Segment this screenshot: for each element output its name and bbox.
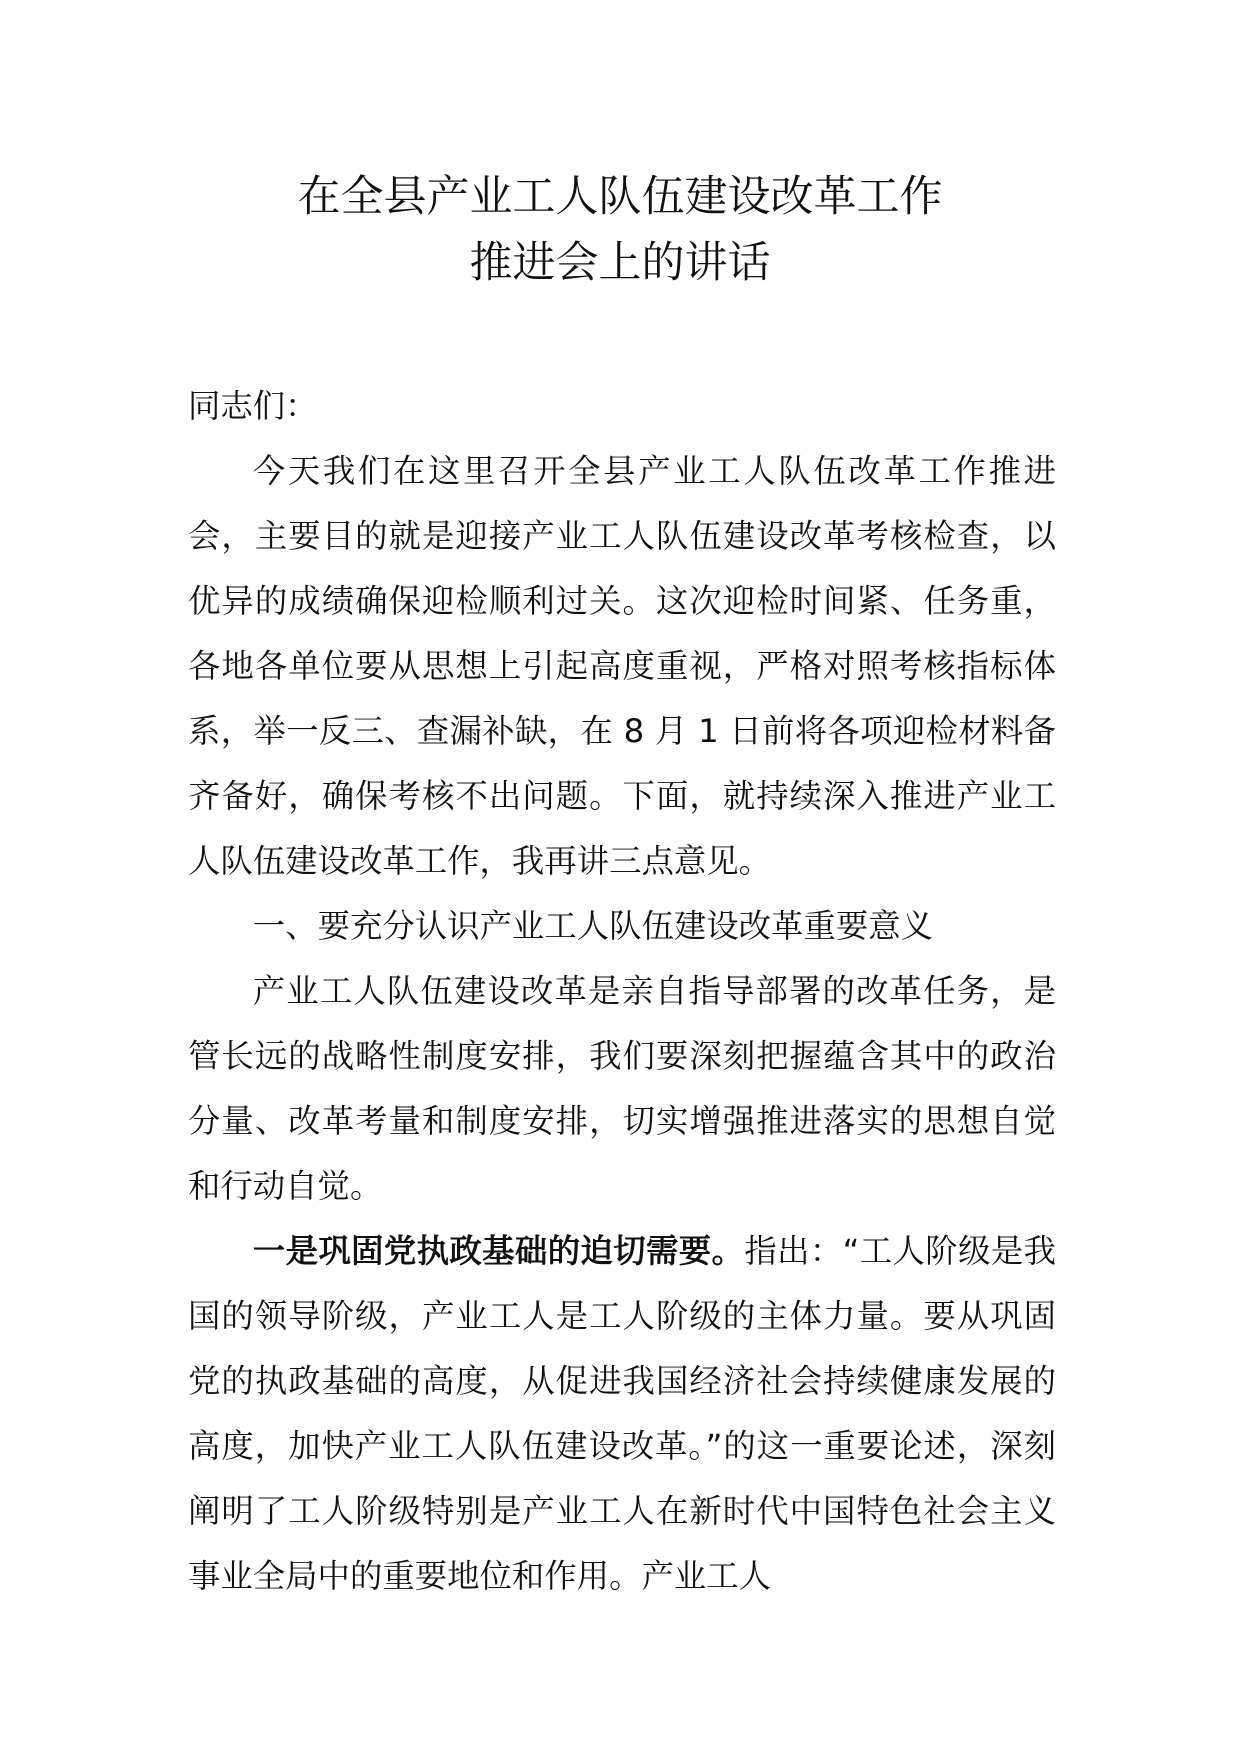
paragraph-point-1 — [188, 1219, 1056, 1609]
paragraph-intro: 今天我们在这里召开全县产业工人队伍改革工作推进会，主要目的就是迎接产业工人队伍建设改革考核检查，以优异的成绩确保迎检顺利过关。这次迎检时间紧、任务重，各地各单位要从思想上引起高度重视，严格对照考核指标体系，举一反三、查漏补缺，在 8 月 1 日前将各项迎检材料备齐备好，确保考核不出问题。下面，就持续深入推进产业工人队伍建设改革工作，我再讲三点意见。 — [188, 452, 1056, 880]
paragraph-section-1: 产业工人队伍建设改革是亲自指导部署的改革任务，是管长远的战略性制度安排，我们要深刻把握蕴含其中的政治分量、改革考量和制度安排，切实增强推进落实的思想自觉和行动自觉。 — [188, 972, 1056, 1205]
point-1-text: 指出：“工人阶级是我国的领导阶级，产业工人是工人阶级的主体力量。要从巩固党的执政基础的高度，从促进我国经济社会持续健康发展的高度，加快产业工人队伍建设改革。”的这一重要论述，深刻阐明了工人阶级特别是产业工人在新时代中国特色社会主义事业全局中的重要地位和作用。产业工人 — [188, 1232, 1057, 1595]
document-title-line1: 在全县产业工人队伍建设改革工作 — [297, 172, 943, 222]
document-body — [188, 374, 1056, 1609]
document-title-line2: 推进会上的讲话 — [469, 238, 771, 288]
section-heading-1: 一、要充分认识产业工人队伍建设改革重要意义 — [252, 907, 933, 945]
point-1-lead: 一是巩固党执政基础的迫切需要。 — [252, 1232, 745, 1270]
salutation: 同志们： — [188, 387, 318, 425]
